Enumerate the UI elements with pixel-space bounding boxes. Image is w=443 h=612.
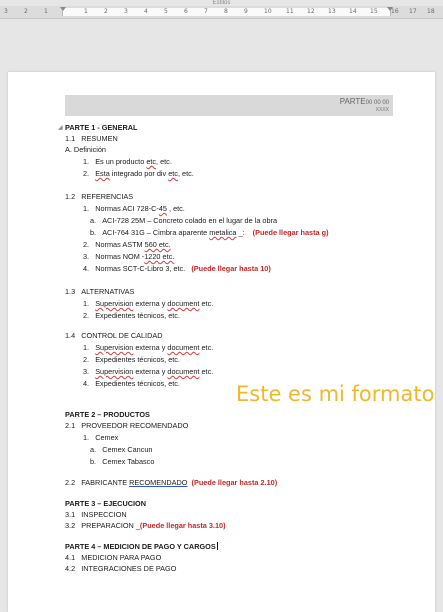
section-title: PROVEEDOR RECOMENDADO (81, 421, 189, 430)
horizontal-ruler[interactable] (0, 6, 443, 19)
ruler-tick: 1 (44, 8, 48, 15)
spelling-flag: 560 etc. (144, 240, 171, 249)
section-4-1 (65, 553, 161, 562)
list-text: Expedientes técnicos, etc. (95, 355, 180, 364)
list-number: 4. (83, 379, 90, 388)
list-text: Normas NOM - (95, 252, 145, 261)
list-letter: a. (90, 445, 97, 454)
section-1-2 (65, 192, 133, 201)
list-item (83, 355, 180, 364)
page-header[interactable] (65, 95, 393, 116)
section-title: RESUMEN (81, 134, 118, 143)
list-letter: b. (90, 228, 97, 237)
list-item (83, 169, 194, 178)
list-text: integrado por div (109, 169, 169, 178)
list-text: ACI-764 31G – Cimbra aparente (102, 228, 210, 237)
section-title: PREPARACION (81, 521, 134, 530)
list-text: Normas SCT-C-Libro 3, etc. (95, 264, 186, 273)
ruler-tick: 14 (349, 8, 357, 15)
definicion-label: A. Definición (65, 145, 106, 154)
ruler-tick: 3 (124, 8, 128, 15)
list-number: 1. (83, 433, 90, 442)
red-note: (Puede llegar hasta 2.10) (191, 478, 278, 487)
list-number: 1. (83, 157, 90, 166)
section-number: 1.3 (65, 287, 76, 296)
spelling-flag: 1220 etc. (144, 252, 175, 261)
list-text: externa y (133, 343, 168, 352)
ruler-tick: 2 (24, 8, 28, 15)
ruler-tick: 17 (409, 8, 417, 15)
list-text: externa y (133, 299, 168, 308)
spelling-flag: etc (146, 157, 157, 166)
list-number: 2. (83, 169, 90, 178)
header-parte-label: PARTE (339, 97, 366, 106)
list-text: _: (236, 228, 245, 237)
sub-list-item (90, 216, 277, 225)
list-text: Cemex Tabasco (102, 457, 155, 466)
section-title: CONTROL DE CALIDAD (81, 331, 163, 340)
list-text: _ (133, 521, 140, 530)
list-text: Expedientes técnicos, etc. (95, 311, 180, 320)
spelling-flag: Supervision (95, 343, 134, 352)
ruler-tick: 5 (164, 8, 168, 15)
list-number: 2. (83, 311, 90, 320)
spelling-flag: Esta (95, 169, 110, 178)
section-1-3 (65, 287, 134, 296)
section-1-1 (65, 134, 118, 143)
section-2-2 (65, 478, 277, 487)
red-note: (Puede llegar hasta g) (252, 228, 329, 237)
list-item (83, 367, 213, 376)
section-4-2 (65, 564, 176, 573)
list-number: 3. (83, 367, 90, 376)
spelling-flag: Supervision (95, 299, 134, 308)
list-item (83, 252, 174, 261)
sub-list-item (90, 228, 329, 237)
spelling-flag: document (167, 299, 200, 308)
section-number: 3.1 (65, 510, 76, 519)
header-parte-number: 00 00 00 (365, 100, 389, 106)
list-text: etc. (199, 367, 214, 376)
list-number: 2. (83, 240, 90, 249)
list-letter: b. (90, 457, 97, 466)
list-item (83, 240, 171, 249)
list-text: Cemex Cancun (102, 445, 153, 454)
ruler-tick: 1 (84, 8, 88, 15)
list-text: , etc. (166, 204, 185, 213)
overlay-caption: Este es mi formato (236, 382, 435, 406)
collapse-arrow-icon[interactable]: ◢ (58, 125, 63, 131)
spelling-flag: document (167, 343, 200, 352)
ruler-tick: 11 (286, 8, 294, 15)
list-item (83, 311, 180, 320)
list-number: 4. (83, 264, 90, 273)
section-title: MEDICION PARA PAGO (81, 553, 162, 562)
ruler-tick: 9 (244, 8, 248, 15)
section-number: 4.2 (65, 564, 76, 573)
list-text: externa y (133, 367, 168, 376)
list-text: Es un producto (95, 157, 147, 166)
list-letter: a. (90, 216, 97, 225)
ruler-tick: 6 (184, 8, 188, 15)
list-text: etc. (199, 299, 214, 308)
section-title: INSPECCION (81, 510, 127, 519)
sub-list-item (90, 457, 154, 466)
grammar-flag: RECOMENDADO (129, 478, 188, 487)
list-text: etc. (199, 343, 214, 352)
section-3-2 (65, 521, 226, 530)
list-item (83, 433, 118, 442)
ruler-tick: 8 (224, 8, 228, 15)
spelling-flag: etc (168, 169, 178, 178)
ruler-tick: 18 (427, 8, 435, 15)
ruler-tick: 13 (328, 8, 336, 15)
text-cursor (217, 542, 218, 550)
list-item (83, 157, 172, 166)
list-item (83, 379, 180, 388)
list-number: 1. (83, 299, 90, 308)
sub-list-item (90, 445, 152, 454)
section-title: INTEGRACIONES DE PAGO (81, 564, 177, 573)
window-title: Estilos (212, 0, 231, 6)
list-text: , etc. (177, 169, 194, 178)
header-xxxx: XXXX (375, 107, 389, 113)
section-number: 1.4 (65, 331, 76, 340)
spelling-flag: 45 (158, 204, 167, 213)
ruler-tick: 7 (204, 8, 208, 15)
spelling-flag: metalica (209, 228, 237, 237)
section-3-1 (65, 510, 127, 519)
list-number: 1. (83, 204, 90, 213)
ruler-tick: 16 (391, 8, 399, 15)
heading-text: PARTE 4 – MEDICION DE PAGO Y CARGOS (65, 542, 216, 551)
list-text: Normas ASTM (95, 240, 145, 249)
ruler-tick: 12 (307, 8, 315, 15)
ruler-tick: 10 (264, 8, 272, 15)
left-indent-marker[interactable] (60, 7, 66, 11)
list-text: Cemex (95, 433, 119, 442)
section-number: 4.1 (65, 553, 76, 562)
section-number: 1.2 (65, 192, 76, 201)
list-number: 2. (83, 355, 90, 364)
list-item (83, 343, 213, 352)
heading-parte-3: PARTE 3 – EJECUCION (65, 499, 146, 508)
list-item (83, 204, 185, 213)
list-text: , etc. (156, 157, 172, 166)
red-note: (Puede llegar hasta 3.10) (139, 521, 226, 530)
list-text: ACI-728 25M – Concreto colado en el lugar de la obra (102, 216, 278, 225)
ruler-tick: 3 (4, 8, 8, 15)
section-title: FABRICANTE (81, 478, 130, 487)
heading-parte-1: PARTE 1 - GENERAL (65, 123, 138, 132)
section-title: REFERENCIAS (81, 192, 134, 201)
red-note: (Puede llegar hasta 10) (191, 264, 271, 273)
section-number: 3.2 (65, 521, 76, 530)
ruler-tick: 4 (144, 8, 148, 15)
list-text: Normas ACI 728-C- (95, 204, 159, 213)
section-title: ALTERNATIVAS (81, 287, 135, 296)
section-1-4 (65, 331, 162, 340)
list-item (83, 299, 213, 308)
section-number: 2.1 (65, 421, 76, 430)
heading-parte-2: PARTE 2 – PRODUCTOS (65, 410, 150, 419)
ruler-tick: 2 (104, 8, 108, 15)
list-number: 1. (83, 343, 90, 352)
section-number: 1.1 (65, 134, 76, 143)
spelling-flag: Supervision (95, 367, 134, 376)
heading-parte-4 (65, 542, 218, 551)
list-text: Expedientes técnicos, etc. (95, 379, 180, 388)
section-2-1 (65, 421, 188, 430)
section-number: 2.2 (65, 478, 76, 487)
ruler-tick: 15 (370, 8, 378, 15)
spelling-flag: document (167, 367, 200, 376)
list-item (83, 264, 271, 273)
list-number: 3. (83, 252, 90, 261)
